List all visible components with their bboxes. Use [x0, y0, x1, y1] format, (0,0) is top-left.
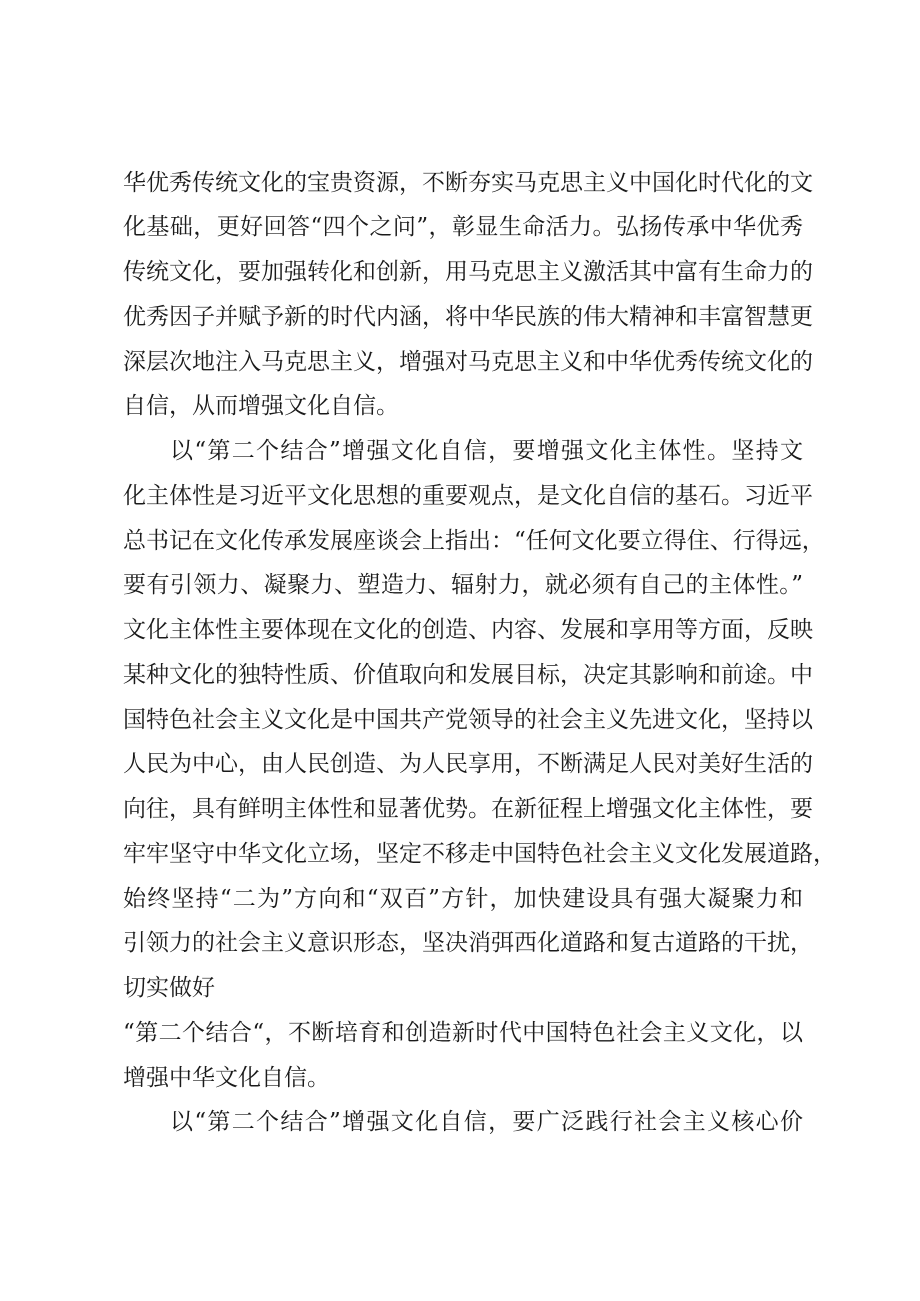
body-text-line: 华优秀传统文化的宝贵资源，不断夯实马克思主义中国化时代化的文 — [123, 170, 813, 196]
body-text-line: 化基础，更好回答“四个之问”，彰显生命活力。弘扬传承中华优秀 — [123, 214, 803, 240]
body-text-line: 总书记在文化传承发展座谈会上指出：“任何文化要立得住、行得远， — [123, 528, 825, 554]
body-text-line: 向往，具有鲜明主体性和显著优势。在新征程上增强文化主体性，要 — [123, 796, 813, 822]
body-text-line: 要有引领力、凝聚力、塑造力、辐射力，就必须有自己的主体性。” — [123, 572, 803, 598]
body-text-line: 国特色社会主义文化是中国共产党领导的社会主义先进文化，坚持以 — [123, 707, 813, 733]
body-text-line: 自信，从而增强文化自信。 — [123, 393, 399, 419]
body-text-line: 传统文化，要加强转化和创新，用马克思主义激活其中富有生命力的 — [123, 259, 813, 285]
body-text-line: 深层次地注入马克思主义，增强对马克思主义和中华优秀传统文化的 — [123, 349, 813, 375]
paragraph-first-line: 以“第二个结合”增强文化自信，要增强文化主体性。坚持文 — [170, 438, 803, 464]
body-text-line: 优秀因子并赋予新的时代内涵，将中华民族的伟大精神和丰富智慧更 — [123, 304, 813, 330]
body-text-line: 某种文化的独特性质、价值取向和发展目标，决定其影响和前途。中 — [123, 662, 813, 688]
body-text-line: 引领力的社会主义意识形态，坚决消弭西化道路和复古道路的干扰， — [123, 930, 813, 956]
paragraph-first-line: 以“第二个结合”增强文化自信，要广泛践行社会主义核心价 — [170, 1109, 803, 1135]
body-text-line: 文化主体性主要体现在文化的创造、内容、发展和享用等方面，反映 — [123, 617, 813, 643]
body-text-line: 切实做好 — [123, 975, 215, 1001]
body-text-line: “第二个结合“，不断培育和创造新时代中国特色社会主义文化，以 — [123, 1020, 803, 1046]
body-text-line: 增强中华文化自信。 — [123, 1065, 330, 1091]
body-text-line: 化主体性是习近平文化思想的重要观点，是文化自信的基石。习近平 — [123, 483, 813, 509]
body-text-line: 人民为中心，由人民创造、为人民享用，不断满足人民对美好生活的 — [123, 751, 813, 777]
body-text-line: 始终坚持“二为”方向和“双百”方针，加快建设具有强大凝聚力和 — [123, 886, 803, 912]
body-text-line: 牢牢坚守中华文化立场，坚定不移走中国特色社会主义文化发展道路， — [123, 841, 836, 867]
